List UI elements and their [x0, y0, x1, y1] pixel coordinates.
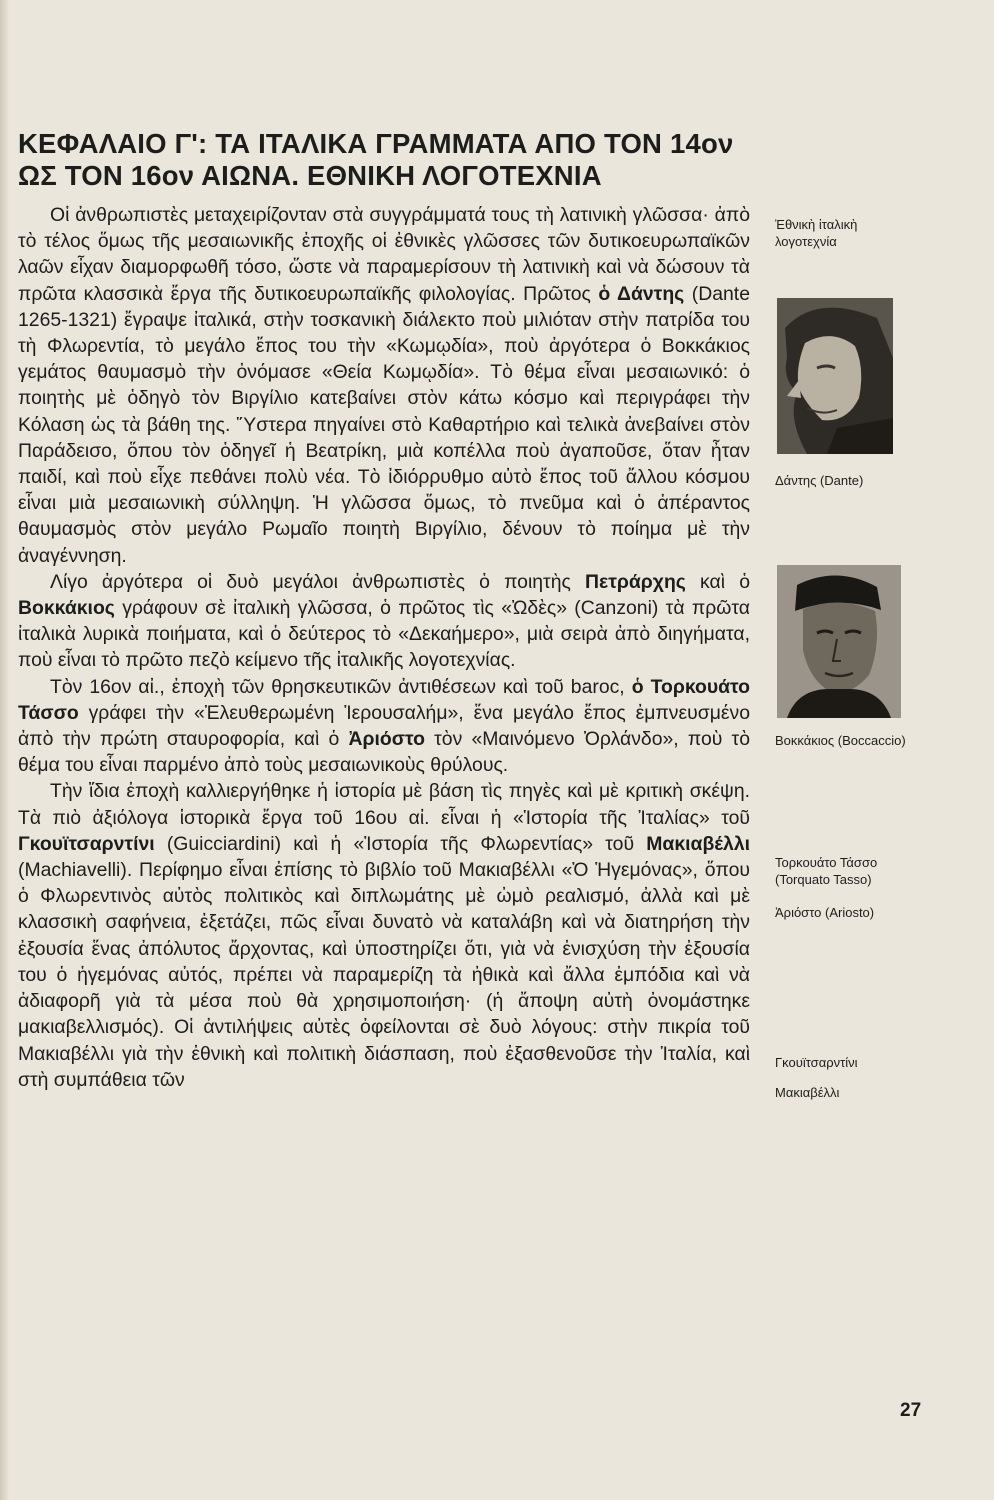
portrait-boccaccio — [777, 565, 901, 718]
page-edge — [0, 0, 10, 1500]
portrait-dante — [777, 298, 893, 454]
chapter-title: ΚΕΦΑΛΑΙΟ Γ': ΤΑ ΙΤΑΛΙΚΑ ΓΡΑΜΜΑΤΑ ΑΠΟ ΤΟΝ 14ον ΩΣ ΤΟΝ 16ον ΑΙΩΝΑ. ΕΘΝΙΚΗ ΛΟΓΟΤΕΧΝΙΑ — [18, 128, 734, 191]
margin-note-dante: Δάντης (Dante) — [775, 473, 864, 488]
paragraph-dante: Οἱ ἀνθρωπιστὲς μεταχειρίζονταν στὰ συγγράμματά τους τὴ λατινικὴ γλῶσσα· ἀπὸ τὸ τέλος ὅμως τῆς μεσαιωνικῆς ἐποχῆς οἱ ἐθνικὲς γλῶσσες τῶν δυτικοευρωπαϊκῶν λαῶν εἶχαν διαμορφωθῆ τόσο, ὥστε νὰ παραμερίσουν τὴ λατινικὴ καὶ νὰ δώσουν τὰ πρῶτα κλασσικὰ ἔργα τῆς δυτικοευρωπαϊκῆς φιλολογίας. Πρῶτος ὁ Δάντης (Dante 1265-1321) ἔγραψε ἰταλικά, στὴν τοσκανικὴ διάλεκτο ποὺ μιλιόταν στὴν πατρίδα του τὴ Φλωρεντία, τὸ μεγάλο ἔπος του τὴν «Κωμῳδία», ποὺ ἀργότερα ὁ Βοκκάκιος γεμάτος θαυμασμὸ τὴν ὀνόμασε «Θεία Κωμῳδία». Τὸ θέμα εἶναι μεσαιωνικό: ὁ ποιητὴς μὲ ὁδηγὸ τὸν Βιργίλιο κατεβαίνει στὸν κάτω κόσμο καὶ περιγράφει τὴν Κόλαση ὡς τὰ βάθη της. Ὕστερα πηγαίνει στὸ Καθαρτήριο καὶ τελικὰ ἀνεβαίνει στὸν Παράδεισο, ὅπου τὸν ὁδηγεῖ ἡ Βεατρίκη, μιὰ κοπέλλα ποὺ ἀγαποῦσε, ὅταν ἦταν παιδί, καὶ ποὺ εἶχε πεθάνει πολὺ νέα. Τὸ ἰδιόρρυθμο αὐτὸ ἔπος τοῦ ἄλλου κόσμου εἶναι μιὰ μεσαιωνικὴ σύλληψη. Ἡ γλῶσσα ὅμως, τὸ πνεῦμα καὶ ὁ ἀπέραντος θαυμασμὸς στὸν μεγάλο Ρωμαῖο ποιητὴ Βιργίλιο, δένουν τὸ ποίημα μὲ τὴν ἀναγέννηση. — [18, 204, 750, 567]
margin-note-boccaccio: Βοκκάκιος (Boccaccio) — [775, 733, 906, 748]
paragraph-petrarch-boccaccio: Λίγο ἀργότερα οἱ δυὸ μεγάλοι ἀνθρωπιστὲς ὁ ποιητὴς Πετράρχης καὶ ὁ Βοκκάκιος γράφουν σὲ ἰταλικὴ γλῶσσα, ὁ πρῶτος τὶς «Ὠδὲς» (Canzoni) τὰ πρῶτα ἰταλικὰ λυρικὰ ποιήματα, καὶ ὁ δεύτερος τὸ «Δεκαήμερο», μιὰ σειρὰ ἀπὸ διηγήματα, ποὺ εἶναι τὸ πρῶτο πεζὸ κείμενο τῆς ἰταλικῆς λογοτεχνίας. — [18, 570, 750, 672]
name-ariosto: Ἀριόστο — [348, 728, 425, 751]
margin-note-national-literature: Ἐθνικὴ ἰταλικὴ λογοτεχνία — [775, 217, 858, 249]
margin-note-machiavelli: Μακιαβέλλι — [775, 1085, 840, 1100]
name-petrarch: Πετράρχης — [585, 570, 686, 593]
paragraph-historiography: Τὴν ἴδια ἐποχὴ καλλιεργήθηκε ἡ ἱστορία μὲ βάση τὶς πηγὲς καὶ μὲ κριτικὴ σκέψη. Τὰ πιὸ ἀξιόλογα ἱστορικὰ ἔργα τοῦ 16ου αἰ. εἶναι ἡ «Ἱστορία τῆς Ἰταλίας» τοῦ Γκουϊτσαρντίνι (Guicciardini) καὶ ἡ «Ἱστορία τῆς Φλωρεντίας» τοῦ Μακιαβέλλι (Machiavelli). Περίφημο εἶναι ἐπίσης τὸ βιβλίο τοῦ Μακιαβέλλι «Ὁ Ἡγεμόνας», ὅπου ὁ Φλωρεντινὸς αὐτὸς πολιτικὸς καὶ διπλωμάτης μὲ ὠμὸ ρεαλισμό, ἀλλὰ καὶ μὲ κλασσικὴ σαφήνεια, ἐξετάζει, πῶς εἶναι δυνατὸ νὰ καταλάβη καὶ νὰ διατηρήση τὴν ἐξουσία ἕνας ἀπόλυτος ἄρχοντας, καὶ ὑποστηρίζει ὅτι, γιὰ νὰ ἐνισχύση τὴν ἐξουσία του ὁ ἡγεμόνας αὐτός, πρέπει νὰ παραμερίζη τὰ ἠθικὰ καὶ ἄλλα ἐμπόδια καὶ νὰ ἀδιαφορῆ γιὰ τὰ μέσα ποὺ θὰ χρησιμοποιήση· (ἡ ἄποψη αὐτὴ ὀνομάστηκε μακιαβελλισμός). Οἱ ἀντιλήψεις αὐτὲς ὀφείλονται σὲ δυὸ λόγους: στὴν πικρία τοῦ Μακιαβέλλι γιὰ τὴν ἐθνικὴ καὶ πολιτικὴ διάσπαση, ποὺ ἐξασθενοῦσε τὴν Ἰταλία, καὶ στὴ συμπάθεια τῶν — [18, 780, 750, 1091]
page-number: 27 — [900, 1400, 922, 1421]
name-boccaccio: Βοκκάκιος — [18, 597, 115, 620]
margin-note-guicciardini: Γκουϊτσαρντίνι — [775, 1055, 858, 1070]
main-text — [18, 202, 750, 1093]
name-guicciardini: Γκουϊτσαρντίνι — [18, 832, 155, 855]
name-dante: ὁ Δάντης — [598, 282, 685, 305]
name-tasso: ὁ Τορκουάτο Τάσσο — [18, 675, 751, 724]
paragraph-tasso-ariosto: Τὸν 16ον αἰ., ἐποχὴ τῶν θρησκευτικῶν ἀντιθέσεων καὶ τοῦ barοc, ὁ Τορκουάτο Τάσσο γράφει τὴν «Ἐλευθερωμένη Ἱερουσαλήμ», ἕνα μεγάλο ἔπος ἐμπνευσμένο ἀπὸ τὴν πρώτη σταυροφορία, καὶ ὁ Ἀριόστο τὸν «Μαινόμενο Ὀρλάνδο», ποὺ τὸ θέμα του εἶναι παρμένο ἀπὸ τοὺς μεσαιωνικοὺς θρύλους. — [18, 675, 751, 777]
margin-note-tasso: Τορκουάτο Τάσσο (Torquato Tasso) — [775, 855, 878, 887]
name-machiavelli: Μακιαβέλλι — [646, 832, 750, 855]
margin-note-ariosto: Ἀριόστο (Ariosto) — [775, 905, 875, 920]
